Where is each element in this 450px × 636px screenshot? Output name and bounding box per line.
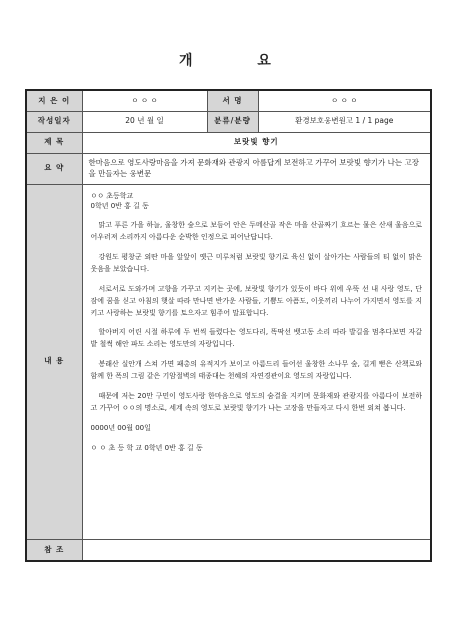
date-value[interactable]: 20 년 월 일 <box>82 111 207 132</box>
subject-row <box>26 132 431 153</box>
content-row <box>26 184 431 539</box>
content-paragraph: 할아버지 어린 시절 하루에 두 번씩 들렸다는 영도다리, 똑딱선 뱃고동 소리 따라 발길을 멈추다보면 자갈밭 철썩 해안 파도 소리는 영도만의 자랑입니다. <box>90 328 422 349</box>
content-label: 내 용 <box>26 184 82 539</box>
student-line: 0학년 0반 홍 길 동 <box>90 202 149 211</box>
signature-value[interactable]: ㅇ ㅇ ㅇ <box>258 90 431 111</box>
content-paragraph: 때문에 저는 20만 구민이 영도사랑 한마음으로 영도의 숨결을 지키며 문화재와 관광지를 아름다이 보전하고 가꾸어 ㅇㅇ의 명소로, 세계 속의 영도로 보랏빛 향기가 나는 고장을 만들자고 다시 한번 외쳐 봅니다. <box>90 391 422 412</box>
content-paragraph: 봉래산 실안개 스쳐 가면 패총의 유적지가 보이고 아름드리 들어선 울창한 소나무 숲, 길게 뻗은 산책로와 함께 한 폭의 그림 같은 기암절벽의 태종대는 천혜의 자연경관이요 영도의 자랑입니다. <box>90 360 422 381</box>
date-row <box>26 111 431 132</box>
category-value[interactable]: 환경보호웅변원고 1 / 1 page <box>258 111 431 132</box>
category-label: 분류/분량 <box>207 111 258 132</box>
date-line: 0000년 00월 00일 <box>90 423 151 432</box>
reference-value[interactable] <box>82 539 431 561</box>
content-body[interactable] <box>82 184 431 539</box>
subject-value[interactable]: 보랏빛 향기 <box>82 132 431 153</box>
content-paragraph: 강원도 평창군 외딴 마을 앞앞이 옛근 미루처럼 보랏빛 향기로 육신 없이 살아가는 사람들의 티 없이 맑은 웃음을 보았습니다. <box>90 252 422 273</box>
date-label: 작성일자 <box>26 111 82 132</box>
overview-form-table <box>25 89 432 562</box>
page-title: 개 요 <box>179 53 301 69</box>
author-label: 지 은 이 <box>26 90 82 111</box>
author-value[interactable]: ㅇ ㅇ ㅇ <box>82 90 207 111</box>
content-paragraph: 서로서로 도와가며 고향을 가꾸고 지키는 곳에, 보랏빛 향기가 있듯이 바다 위에 우뚝 선 내 사랑 영도, 단잠에 꿈을 싣고 아침의 햇살 따라 만나면 반가운 사람들, 기쁨도 아픔도, 이웃끼리 나누어 가지면서 영도를 지키고 사랑하는 보랏빛 향기를 토으자고 힘주어 말표합니다. <box>90 284 422 317</box>
signature-line: ㅇ ㅇ 초 등 학 교 0학년 0반 홍 길 동 <box>90 443 203 452</box>
school-line: ㅇㅇ 초등학교 <box>90 191 134 200</box>
summary-row <box>26 153 431 184</box>
signature-label: 서 명 <box>207 90 258 111</box>
reference-row <box>26 539 431 561</box>
summary-value[interactable]: 한마음으로 영도사랑마음을 가져 문화재와 관광지 아름답게 보전하고 가꾸어 보랏빛 향기가 나는 고장을 만들자는 웅변문 <box>82 153 431 184</box>
reference-label: 참 조 <box>26 539 82 561</box>
author-row <box>26 90 431 111</box>
content-paragraph: 맑고 푸른 가을 하늘, 울창한 숲으로 보듬어 안은 두메산골 작은 마을 산골짜기 흐르는 물은 산새 울음으로 어우러져 소리까지 아름다운 순박한 인정으로 피어난답니다. <box>90 221 422 242</box>
summary-label: 요 약 <box>26 153 82 184</box>
subject-label: 제 목 <box>26 132 82 153</box>
